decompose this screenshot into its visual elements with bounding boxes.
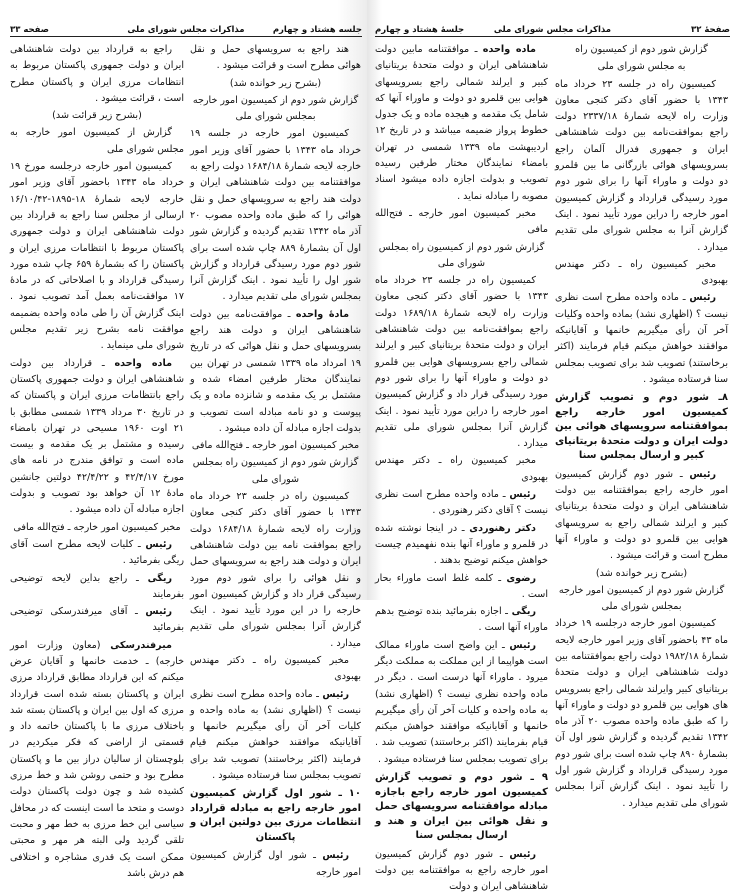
speech-text: ـ کلمه غلط است ماوراء بحار است .	[375, 572, 548, 600]
centered-line: گزارش شور دوم از کمیسیون راه	[575, 44, 708, 55]
centered-line: مخبر کمیسیون امور خارجه ـ فتح‌الله مافی	[191, 440, 360, 452]
speaker-paragraph	[375, 847, 548, 896]
paragraph: کمیسیون امور خارجه درجلسه ۱۹ خرداد ماه ۴۳ باحضور آقای وزیر امور خارجه لایحه شمارهٔ ۱۹۸۲/۱۸ دولت راجع بموافقتنامه بین دولت شاهنشاهی ایران و دولت متحدهٔ بریتانیای کبیر وایرلند شمالی راجع بسرویس های هوایی بین قلمرو دو دولت و ماوراء آنها را که طبق ماده واحده مصوب ۲۰ آذر ماه ۱۳۴۲ تقدیم گردیده و گزارش شور اول آن بشمارهٔ ۸۹۰ چاپ شده است برای شور دوم مورد رسیدگی قرارداد و گزارش شور اول را تأیید نمود . اینک گزارش آنرا بمجلس شورای ملی تقدیم میدارد .	[555, 618, 729, 809]
paragraph: کمیسیون راه در جلسه ۲۳ خرداد ماه ۱۳۴۳ با حضور آقای دکتر کنجی معاون وزارت راه لایحه شمارهٔ ۲۳۳۷/۱۸ دولت راجع بموافقت‌نامه بین دولت شاهنشاهی ایران و جمهوری فدرال آلمان راجع بسرویسهای هوائی بازرگانی ما بین قلمرو دو دولت و ماوراء آنها را برای شور دوم مورد رسیدگی قرارداد و گزارش کمیسیون امور خارجه را دراین مورد تأیید نمود . اینک گزارش آنرا به مجلس شورای ملی تقدیم میدارد .	[555, 78, 728, 253]
speaker-paragraph	[375, 487, 548, 520]
page-number: صفحه ۳۳	[10, 25, 49, 35]
speech-text: ـ شور دوم گزارش کمیسیون امور خارجه راجع بموافقتنامه بین دولت شاهنشاهی ایران و دولت متحدهٔ بریتانیای کبیر و ایرلند شمالی راجع به سرویسهای هوایی بین قلمرو دو دولت و ماوراء آنها مطرح است و قرائت میشود .	[555, 468, 728, 562]
speech-text: ـ ماده واحده مطرح است نظری نیست ؟ آقای دکتر رهنوردی .	[375, 489, 548, 517]
speaker-name: رئیس	[689, 292, 716, 304]
page-header	[10, 24, 362, 37]
centered-line: (بشرح زیر خوانده شد)	[595, 567, 688, 579]
speech-text: ـ آقای میرفندرسکی توضیحی بفرمائید	[10, 606, 184, 634]
section-heading: ۹ ـ شور دوم و تصویب گزارش کمیسیون امور خارجه راجع باجازه مبادله موافقتنامه سرویسهای حمل و نقل هوائی بین ایران و هند و ارسال بمجلس سنا	[375, 772, 548, 842]
centered-line: گزارش شور دوم از کمیسیون راه بمجلس شورای ملی	[378, 241, 545, 269]
speaker-paragraph	[375, 42, 548, 205]
speaker-paragraph	[190, 687, 361, 785]
speaker-paragraph	[375, 521, 548, 570]
publication-title: مذاکرات مجلس شورای ملی	[493, 25, 612, 35]
speech-text: ـ قرارداد بین دولت شاهنشاهی ایران و دولت جمهوری پاکستان راجع بانتظامات مرزی ایران و پاکستان که در تاریخ ۳۰ مرداد ۱۳۳۹ شمسی مطابق با ۲۱ اوت ۱۹۶۰ مسیحی در تهران بامضاء رسیده و مشتمل بر یک مقدمه و بیست ماده است و توافق مندرج در نامه های مورخ ۴۲/۴/۱۷ و ۴۲/۴/۲۲ دولتین جانشین مادهٔ ۱۲ آن خواهد بود تصویب و بدولت اجازه مبادله آن داده میشود .	[10, 357, 184, 516]
speaker-name: ریگی	[511, 606, 536, 618]
speaker-name: رئیس	[509, 489, 536, 501]
left-page	[0, 0, 367, 879]
centered-line: (بشرح زیر خوانده شد)	[229, 77, 322, 89]
speaker-paragraph	[10, 537, 184, 570]
text-column	[375, 42, 548, 896]
paragraph: گزارش از کمیسیون امور خارجه به مجلس شورای ملی	[10, 127, 184, 155]
session-title: جلسه هشتاد و چهارم	[272, 25, 362, 35]
speech-text: ـ شور دوم گزارش کمیسیون امور خارجه راجع به موافقتنامه بین دولت شاهنشاهی ایران و دولت	[375, 848, 548, 893]
speaker-paragraph	[375, 638, 548, 768]
speaker-paragraph	[10, 604, 184, 637]
text-column	[190, 42, 361, 882]
speaker-name: رئیس	[322, 850, 349, 862]
centered-line: مخبر کمیسیون امور خارجه ـ فتح‌الله مافی	[13, 521, 181, 533]
speech-text: ـ در اینجا نوشته شده در قلمرو و ماوراء آنها بنده نفهمیدم چیست خواهش میکنم توضیح بدهند .	[375, 522, 548, 567]
paragraph: کمیسیون راه در جلسه ۲۳ خرداد ماه ۱۳۴۳ با حضور آقای دکتر کنجی معاون وزارت راه لایحه شمارهٔ ۱۶۸۴/۱۸ دولت راجع بموافقت نامه بین دولت شاهنشاهی ایران و دولت هند راجع به سرویسهای حمل و نقل هوائی را برای شور دوم مورد رسیدگی قرار داد و گزارش کمیسیون امور خارجه را در این مورد تأیید نمود . اینک گزارش آنرا بمجلس شورای ملی تقدیم میدارد .	[190, 491, 361, 649]
speech-text: ـ ماده واحده مطرح است نظری نیست ؟ (اظهاری نشد) به ماده واحده و کلیات آخر آن رأی میگیریم خانمها و آقایانیکه موافقند خواهش میکنم قیام فرمایند (اکثر برخاستند) تصویب شد برای تصویب بمجلس سنا فرستاده میشود .	[190, 688, 361, 782]
paragraph: مخبر کمیسیون امور خارجه ـ فتح‌الله مافی	[375, 207, 548, 236]
paragraph: کمیسیون راه در جلسه ۲۳ خرداد ماه ۱۳۴۳ با حضور آقای دکتر کنجی معاون وزارت راه لایحه شمارهٔ ۱۶۸۹/۱۸ دولت راجع بموافقت‌نامه بین دولت شاهنشاهی ایران و دولت متحدهٔ بریتانیای کبیر و ایرلند شمالی راجع بسرویسهای هوایی بین قلمرو دو دولت و ماوراء آنها را برای شور دوم مورد رسیدگی قرار داد و گزارش کمیسیون امور خارجه را دراین مورد تأیید نمود . اینک گزارش آنرا بمجلس شورای ملی تقدیم میدارد .	[375, 275, 548, 450]
speaker-paragraph	[375, 604, 548, 637]
speaker-paragraph	[10, 638, 184, 882]
speech-text: ـ موافقت‌نامه بین دولت شاهنشاهی ایران و دولت هند راجع بسرویسهای حمل و نقل هوائی که در تاریخ ۱۹ امرداد ماه ۱۳۳۹ شمسی در تهران بین نمایندگان مختار طرفین امضاء شده و مشتمل بر یک مقدمه و شانزده ماده و یک پیوست و دو نامه مبادله است تصویب و بدولت اجازه مبادله آن داده میشود .	[190, 308, 362, 434]
paragraph: راجع به قرارداد بین دولت شاهنشاهی ایران و دولت جمهوری پاکستان مربوط به انتظامات مرزی ایران و پاکستان مطرح است ، قرائت میشود .	[10, 44, 184, 104]
paragraph: هند راجع به سرویسهای حمل و نقل هوائی مطرح است و قرائت میشود .	[190, 44, 361, 72]
text-column	[10, 42, 184, 883]
speaker-name: رئیس	[145, 606, 172, 618]
speaker-paragraph	[10, 571, 184, 604]
speaker-name: رئیس	[689, 468, 716, 480]
speaker-paragraph	[555, 467, 728, 565]
speech-text: ـ موافقتنامه مابین دولت شاهنشاهی ایران و دولت متحدهٔ بریتانیای کبیر و ایرلند شمالی راجع بسرویسهای هوایی بین قلمرو دو دولت و ماوراء آنها که شامل یک مقدمه و هیجده ماده و یک جدول خطوط پرواز ضمیمه میباشد و در تاریخ ۱۲ اردیبهشت ماه ۱۳۳۹ شمسی در تهران بامضاء نمایندگان مختار طرفین رسیده تصویب و بدولت اجازه داده میشود اسناد مصوبه را مبادله نماید .	[375, 44, 548, 202]
speech-text: ـ کلیات لایحه مطرح است آقای ریگی بفرمائید .	[10, 538, 184, 567]
speech-text: ـ این واضح است ماوراء ممالک است هواپیما از این مملکت به مملکت دیگر میرود . ماوراء آنها درست است . دیگر در ماده واحده نظری نیست ؟ (اظهاری نشد) به ماده واحده و کلیات آخر آن رأی میگیریم خانمها و آقایانیکه موافقند خواهش میکنم قیام بفرمایند (اکثر برخاستند) تصویب شد . برای تصویب بمجلس سنا فرستاده میشود .	[375, 639, 548, 765]
centered-line: گزارش شور دوم از کمیسیون امور خارجه بمجلس شورای ملی	[558, 584, 725, 613]
speaker-paragraph	[190, 848, 361, 881]
centered-line: گزارش شور دوم از کمیسیون امور خارجه بمجلس شورای ملی	[192, 94, 359, 123]
speaker-paragraph	[10, 356, 184, 519]
paragraph: کمیسیون امور خارجه در جلسه ۱۹ خرداد ماه ۱۳۴۳ با حضور آقای وزیر امور خارجه لایحه شمارهٔ ۱۶۸۴/۱۸ دولت راجع به موافقتنامه بین دولت شاهنشاهی ایران و دولت هند راجع به سرویسهای حمل و نقل هوائی را که طبق ماده واحده مصوب ۲۰ آذر ماه ۱۳۴۲ تقدیم گردیده و گزارش شور اول آن بشمارهٔ ۸۸۹ چاپ شده است برای شور دوم مورد رسیدگی قرارداد و گزارش شور اول را تأیید نمود . اینک گزارش آنرا بمجلس شورای ملی تقدیم میدارد .	[190, 128, 362, 303]
speech-text: (معاون وزارت امور خارجه) ـ خدمت خانمها و آقایان عرض میکنم که این قرارداد مطابق قرارداد مرزی ایران و پاکستان بسته شده است قرارداد مرزی که اول بین ایران و پاکستان بسته شد باختلاف مرزی ما با پاکستان خاتمه داد و قسمتی از اراضی که فکر میکردیم در بلوچستان از سالیان دراز بین ما و پاکستان مطرح بود و حتمی روشن شد و خط مرزی کشیده شد و چون دولت پاکستان دولت دوست و متحد ما است اینست که در محافل سیاسی این خط مرزی به خط مهر و محبت تلقی گردید ولی البته هر مهر و محبتی ممکن است یک قدری مشاجره و اختلافی هم درش باشد	[10, 639, 184, 879]
speaker-paragraph	[375, 571, 548, 604]
speaker-name: مادهٔ واحده	[295, 308, 350, 320]
publication-title: مذاکرات مجلس شورای ملی	[127, 25, 245, 35]
speaker-name: رئیس	[145, 538, 172, 550]
centered-line: به مجلس شورای ملی	[597, 61, 686, 73]
speaker-name: ریگی	[147, 572, 172, 584]
centered-line: (بشرح زیر قرائت شد)	[52, 110, 142, 122]
page-header	[375, 24, 730, 37]
paragraph: کمیسیون امور خارجه درجلسه مورخ ۱۹ خرداد ماه ۱۳۴۳ باحضور آقای وزیر امور خارجه لایحه شمارهٔ ۱۸-۱۸۹۵-۱۶/۱۰/۴۲ ارسالی از مجلس سنا راجع به قرارداد بین دولت شاهنشاهی ایران و دولت جمهوری پاکستان مربوط با انتظامات مرزی ایران و پاکستان را که بشمارهٔ ۶۵۹ چاپ شده مورد رسیدگی قرارداد و با اصلاحاتی که در مادهٔ ۱۷ موافقت‌نامه بعمل آمد تصویب نمود . اینک گزارش آن را طی ماده واحده بضمیمه موافقت نامه بشرح زیر تقدیم مجلس شورای ملی مینماید .	[10, 161, 184, 352]
session-title: جلسهٔ هشتاد و چهارم	[375, 25, 465, 35]
speaker-name: رئیس	[509, 848, 536, 860]
speaker-name: ماده واحده	[114, 357, 173, 369]
paragraph: مخبر کمیسیون راه ـ دکتر مهندس بهبودی	[190, 654, 361, 683]
speech-text: ـ راجع بداین لایحه توضیحی بفرمایند	[10, 572, 184, 600]
speaker-name: میرفندرسکی	[110, 639, 172, 651]
speech-text: ـ اجازه بفرمائید بنده توضیح بدهم ماوراء آنها است .	[375, 606, 548, 634]
speech-text: ـ ماده واحده مطرح است نظری نیست ؟ (اظهاری نشد) بماده واحده وکلیات آخر آن رأی میگیریم خانمها و آقایانیکه موافقند خواهش میکنم قیام فرمایند (اکثر برخاستند) تصویب شد برای تصویب بمجلس سنا فرستاده میشود .	[555, 292, 728, 385]
page-number: صفحهٔ ۳۲	[691, 25, 730, 35]
speaker-name: ماده واحده	[482, 44, 536, 55]
speech-text: ـ شور اول گزارش کمیسیون امور خارجه	[190, 850, 361, 878]
speaker-paragraph	[555, 290, 728, 388]
centered-line: گزارش شور دوم از کمیسیون راه بمجلس شورای ملی	[192, 457, 359, 485]
paragraph: مخبر کمیسیون راه ـ دکتر مهندس بهبودی	[375, 455, 548, 483]
speaker-name: رئیس	[322, 688, 349, 700]
paragraph: مخبر کمیسیون راه ـ دکتر مهندس بهبودی	[555, 258, 728, 287]
right-page	[367, 0, 735, 893]
text-column	[555, 42, 728, 813]
speaker-name: رئیس	[509, 639, 536, 651]
section-heading: ۱۰ ـ شور اول گزارش کمیسیون امور خارجه راجع به مبادله قرارداد انتظامات مرزی بین دولتین ایران و پاکستان	[190, 788, 361, 843]
speaker-name: رضوی	[506, 572, 536, 584]
section-heading: ۸ـ شور دوم و تصویب گزارش کمیسیون امور خارجه راجع بموافقتنامه سرویسهای هوائی بین دولت ایران و دولت متحدهٔ بریتانیای کبیر و ارسال بمجلس سنا	[555, 392, 728, 462]
speaker-paragraph	[190, 307, 361, 437]
speaker-name: دکتر رهنوردی	[469, 522, 536, 534]
